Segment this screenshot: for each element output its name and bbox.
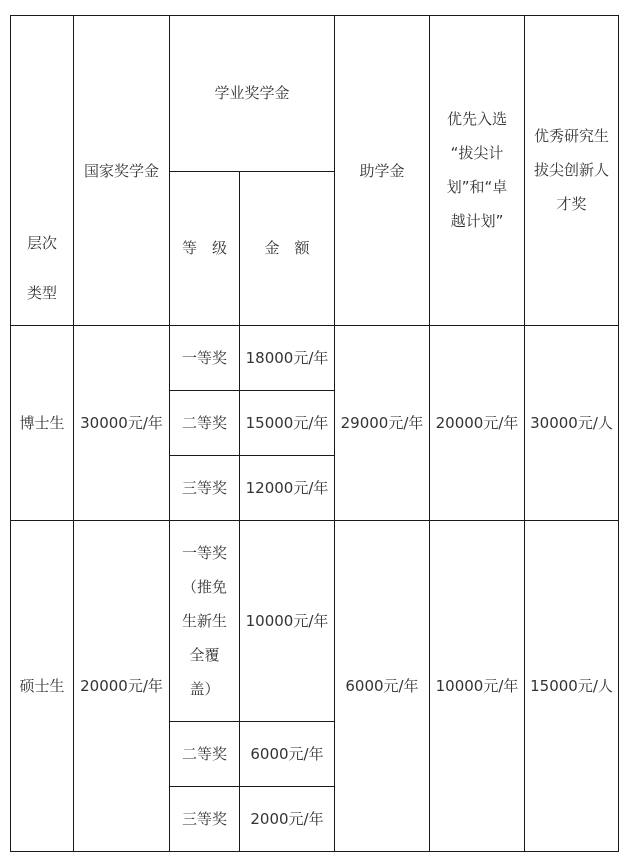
phd-grant-amount: 29000元/年 [340,414,424,432]
phd-grade-1: 一等奖 [181,349,227,367]
header-grant: 助学金 [359,162,405,180]
phd-amount-2: 15000元/年 [245,414,329,432]
header-amount: 金 额 [264,239,310,257]
master-excellent-amount: 15000元/人 [530,677,613,695]
master-amount-1: 10000元/年 [245,612,329,630]
header-priority-selection [430,102,524,238]
master-amount-3: 2000元/年 [250,810,324,828]
phd-excellent-amount: 30000元/人 [530,414,613,432]
header-excellent-graduate-award [525,119,618,221]
master-grade-1 [170,536,239,706]
master-grade-3: 三等奖 [181,810,227,828]
header-excellent-line: 才奖 [556,195,587,213]
header-grade: 等 级 [181,239,227,257]
header-excellent-line: 优秀研究生 [533,127,609,145]
table-border-bottom [10,851,619,852]
master-national-amount: 20000元/年 [80,677,163,695]
master-grant-amount: 6000元/年 [345,677,419,695]
phd-label: 博士生 [19,414,65,432]
header-priority-line: 越计划” [450,212,504,230]
master-grade-1-line: （推免 [181,578,227,596]
header-national-scholarship: 国家奖学金 [83,162,159,180]
header-priority-line: “拔尖计 [450,144,504,162]
table-border-top [10,15,619,16]
master-grade-1-line: 一等奖 [181,544,227,562]
phd-grade-3: 三等奖 [181,479,227,497]
master-grade-1-line: 盖） [189,680,220,698]
master-grade-1-line: 全覆 [189,646,220,664]
phd-amount-3: 12000元/年 [245,479,329,497]
table-border-right [618,15,619,852]
header-level-type-line1: 层次 [26,234,57,252]
header-academic-scholarship: 学业奖学金 [214,84,290,102]
master-priority-amount: 10000元/年 [435,677,519,695]
phd-amount-1: 18000元/年 [245,349,329,367]
header-excellent-line: 拔尖创新人 [533,161,609,179]
master-label: 硕士生 [19,677,65,695]
phd-national-amount: 30000元/年 [80,414,163,432]
header-level-type-line2: 类型 [26,284,57,302]
master-grade-1-line: 生新生 [181,612,227,630]
header-priority-line: 优先入选 [446,110,507,128]
master-grade-2: 二等奖 [181,745,227,763]
rule-h [169,171,335,172]
phd-priority-amount: 20000元/年 [435,414,519,432]
master-amount-2: 6000元/年 [250,745,324,763]
phd-grade-2: 二等奖 [181,414,227,432]
header-priority-line: 划”和“卓 [446,178,508,196]
